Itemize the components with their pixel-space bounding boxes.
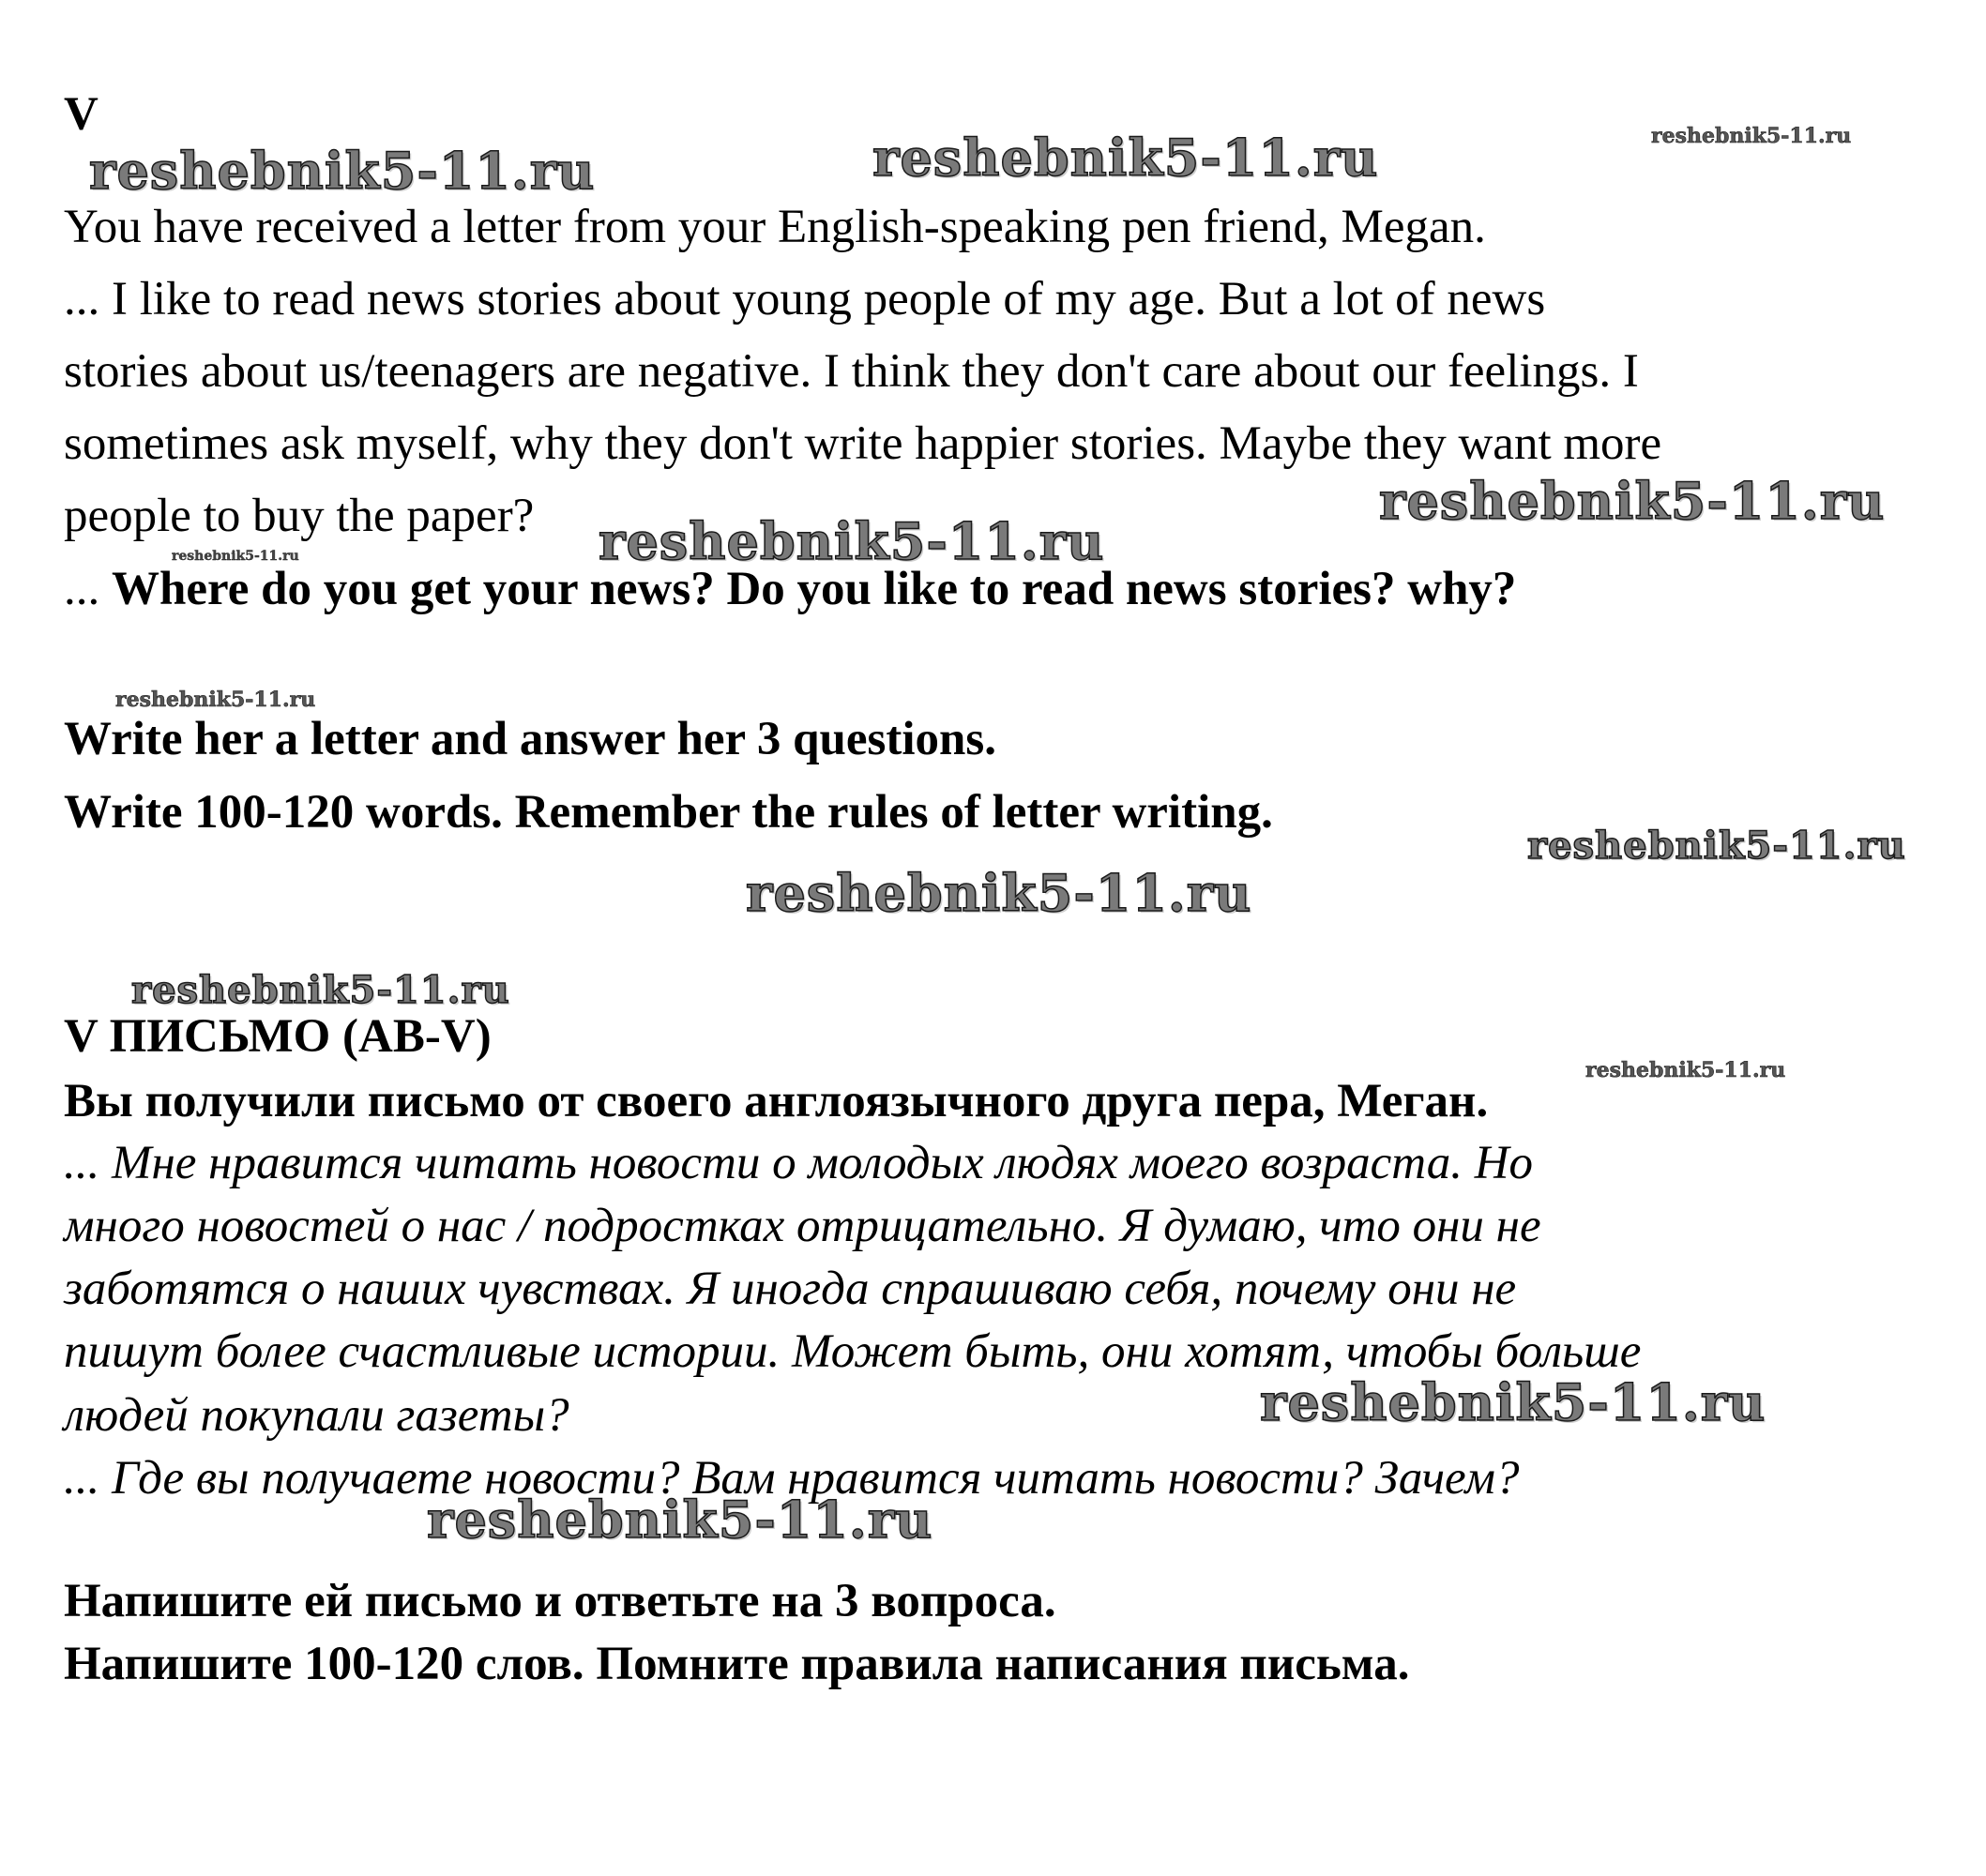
instruction-ru-2: Напишите 100-120 слов. Помните правила написания письма.: [64, 1638, 1410, 1690]
watermark: reshebnik5-11.ru: [1651, 124, 1852, 148]
letter-line-en-2: stories about us/teenagers are negative. I think they don't care about our feelings. I: [64, 345, 1639, 398]
watermark: reshebnik5-11.ru: [131, 968, 510, 1012]
letter-line-ru-1: ... Мне нравится читать новости о молодых людях моего возраста. Но: [64, 1137, 1534, 1189]
task-heading-ru: V ПИСЬМО (AB-V): [64, 1010, 492, 1063]
watermark: reshebnik5-11.ru: [746, 863, 1252, 923]
letter-line-ru-4: пишут более счастливые истории. Может быть, они хотят, чтобы больше: [64, 1325, 1642, 1378]
questions-prefix-en: ...: [64, 563, 100, 615]
instruction-ru-1: Напишите ей письмо и ответьте на 3 вопроса.: [64, 1575, 1056, 1627]
letter-line-ru-5: людей покупали газеты?: [64, 1389, 569, 1442]
watermark: reshebnik5-11.ru: [115, 688, 316, 712]
letter-line-ru-6: ... Где вы получаете новости? Вам нравится читать новости? Зачем?: [64, 1452, 1520, 1505]
watermark: reshebnik5-11.ru: [1527, 824, 1906, 868]
watermark: reshebnik5-11.ru: [427, 1490, 933, 1550]
watermark: reshebnik5-11.ru: [872, 128, 1379, 188]
watermark: reshebnik5-11.ru: [172, 549, 299, 564]
task-intro-ru: Вы получили письмо от своего англоязычного друга пера, Меган.: [64, 1075, 1489, 1127]
letter-line-en-4: people to buy the paper?: [64, 490, 535, 542]
watermark: reshebnik5-11.ru: [1379, 471, 1886, 531]
watermark: reshebnik5-11.ru: [1260, 1372, 1766, 1432]
questions-en: Where do you get your news? Do you like to read news stories? why?: [112, 563, 1517, 615]
letter-line-en-3: sometimes ask myself, why they don't write happier stories. Maybe they want more: [64, 417, 1662, 470]
task-heading-en: V: [64, 88, 99, 141]
letter-line-ru-3: заботятся о наших чувствах. Я иногда спрашиваю себя, почему они не: [64, 1263, 1517, 1315]
watermark: reshebnik5-11.ru: [89, 141, 596, 201]
instruction-en-1: Write her a letter and answer her 3 questions.: [64, 713, 997, 765]
instruction-en-2: Write 100-120 words. Remember the rules of letter writing.: [64, 786, 1273, 839]
watermark: reshebnik5-11.ru: [1585, 1058, 1786, 1082]
task-intro-en: You have received a letter from your English-speaking pen friend, Megan.: [64, 201, 1486, 253]
letter-line-en-1: ... I like to read news stories about young people of my age. But a lot of news: [64, 273, 1546, 325]
letter-line-ru-2: много новостей о нас / подростках отрицательно. Я думаю, что они не: [64, 1200, 1541, 1252]
watermark: reshebnik5-11.ru: [599, 511, 1105, 571]
